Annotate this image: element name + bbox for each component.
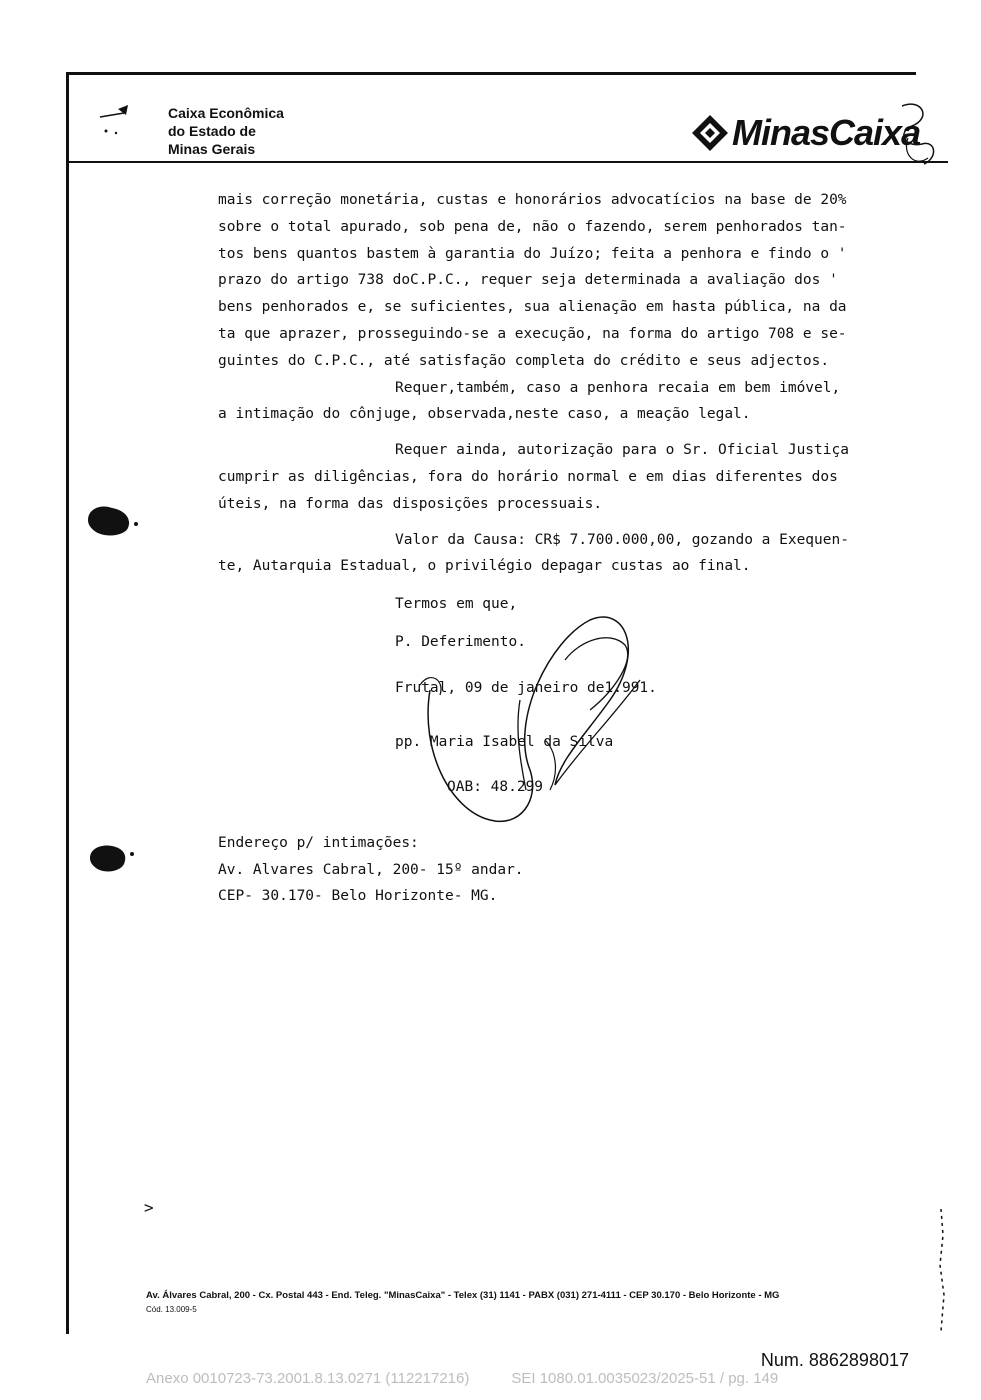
footer-address: Av. Álvares Cabral, 200 - Cx. Postal 443 - End. Teleg. "MinasCaixa" - Telex (31) 1141 - PABX (031) 271-4111 - CEP 30.170 - Belo Horizonte - MG [146, 1290, 780, 1301]
ink-blot [86, 840, 136, 876]
address-street: Av. Alvares Cabral, 200- 15º andar. [218, 861, 524, 878]
sei-reference: SEI 1080.01.0035023/2025-51 / pg. 149 [511, 1370, 779, 1387]
closing-terms: Termos em que, [395, 596, 518, 612]
body-line: cumprir as diligências, fora do horário normal e em dias diferentes dos [218, 468, 838, 485]
flag-mark-icon [96, 103, 132, 143]
scan-noise [935, 1205, 949, 1335]
body-line: tos bens quantos bastem à garantia do Juízo; feita a penhora e findo o ' [218, 245, 847, 262]
body-line: Valor da Causa: CR$ 7.700.000,00, gozando a Exequen- [395, 531, 849, 548]
address-heading: Endereço p/ intimações: [218, 835, 419, 851]
body-line: prazo do artigo 738 doC.P.C., requer seja determinada a avaliação dos ' [218, 272, 838, 289]
body-line: úteis, na forma das disposições processuais. [218, 495, 603, 512]
address-block [218, 830, 524, 910]
body-line: Requer,também, caso a penhora recaia em bem imóvel, [395, 379, 841, 396]
page-frame-left [66, 72, 69, 1334]
closing-place-date: Frutal, 09 de janeiro de1.991. [395, 680, 657, 696]
handwritten-signature [410, 600, 670, 830]
body-line: sobre o total apurado, sob pena de, não o fazendo, serem penhorados tan- [218, 218, 847, 235]
minascaixa-logo-icon [690, 113, 730, 153]
body-line: ta que aprazer, prosseguindo-se a execução, na forma do artigo 708 e se- [218, 325, 847, 342]
body-line: mais correção monetária, custas e honorários advocatícios na base de 20% [218, 192, 847, 208]
closing-signer: pp. Maria Isabel da Silva [395, 734, 614, 750]
closing-request: P. Deferimento. [395, 634, 526, 650]
handwritten-swirl-icon [892, 98, 942, 173]
footer-code: Cód. 13.009-5 [146, 1305, 197, 1314]
annex-reference: Anexo 0010723-73.2001.8.13.0271 (112217216) [146, 1370, 470, 1387]
body-line: a intimação do cônjuge, observada,neste caso, a meação legal. [218, 406, 751, 423]
body-line: guintes do C.P.C., até satisfação completa do crédito e seus adjectos. [218, 352, 830, 369]
address-city: CEP- 30.170- Belo Horizonte- MG. [218, 888, 498, 904]
petition-body [218, 187, 878, 580]
header-rule [66, 161, 948, 163]
letterhead-line-3: Minas Gerais [168, 141, 256, 157]
letterhead-line-1: Caixa Econômica [168, 105, 284, 121]
margin-mark: > [144, 1198, 154, 1217]
letterhead [168, 104, 284, 158]
ink-blot [82, 500, 142, 540]
document-number: Num. 8862898017 [760, 1350, 909, 1370]
body-line: te, Autarquia Estadual, o privilégio depagar custas ao final. [218, 558, 751, 575]
brand-name: MinasCaixa [732, 112, 921, 153]
body-line: bens penhorados e, se suficientes, sua alienação em hasta pública, na da [218, 299, 847, 316]
brand-logo [690, 112, 920, 154]
letterhead-line-2: do Estado de [168, 123, 256, 139]
page-frame-top [66, 72, 916, 75]
body-line: Requer ainda, autorização para o Sr. Oficial Justiça [395, 442, 849, 459]
closing-oab: OAB: 48.299 [447, 779, 544, 795]
annex-stamp [146, 1370, 778, 1387]
